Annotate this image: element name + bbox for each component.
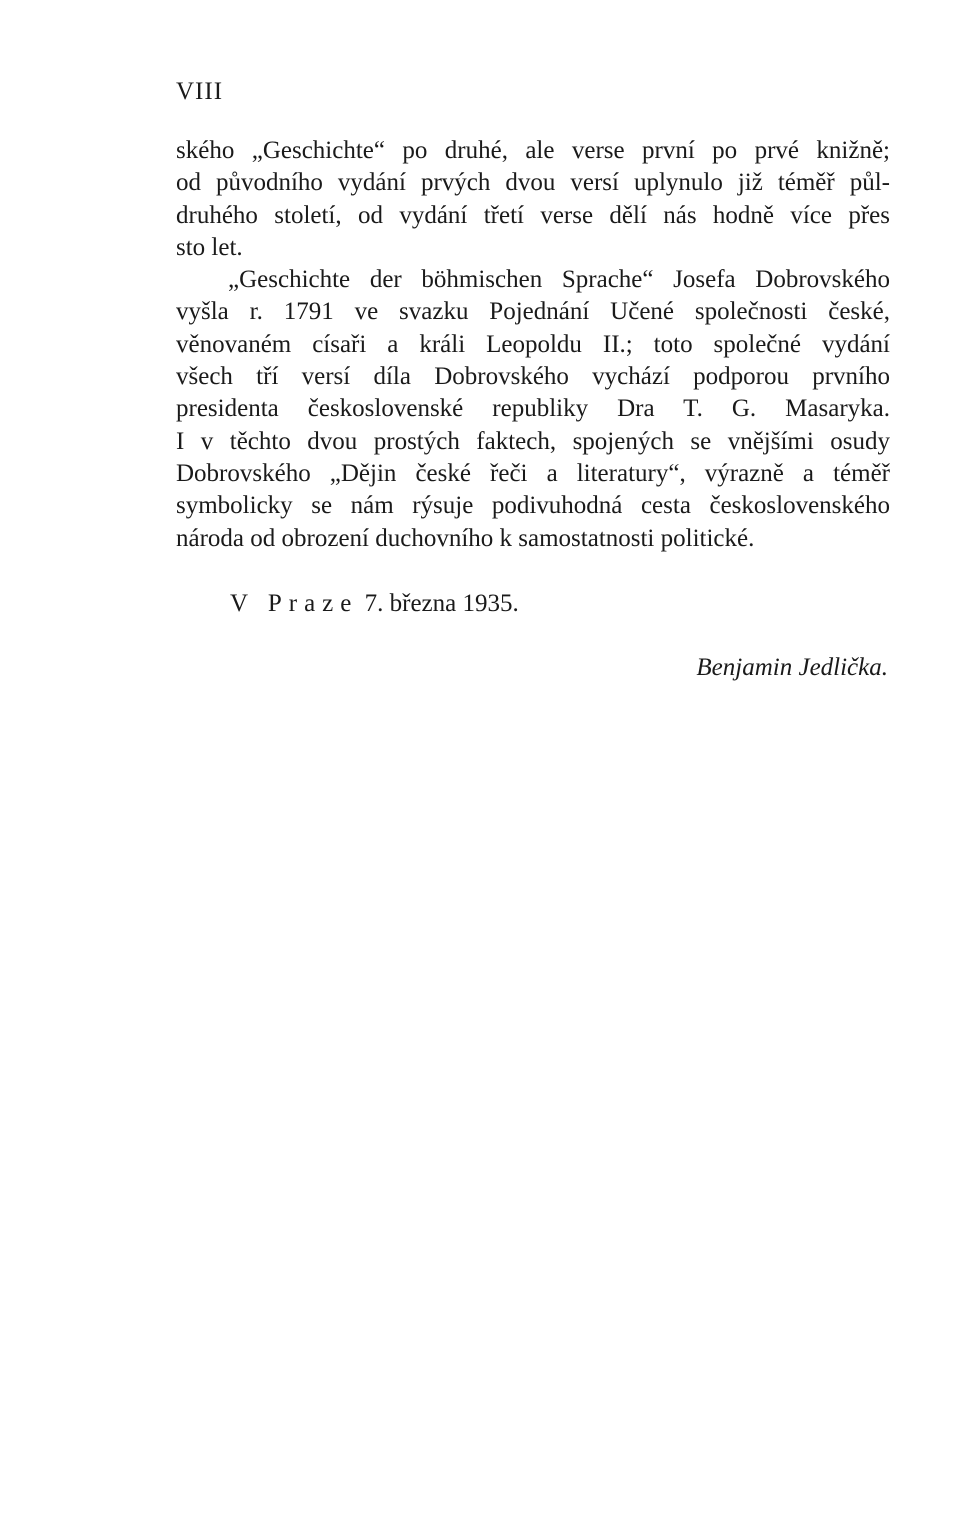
text-line: druhého století, od vydání třetí verse dělí nás hodně více přes: [176, 201, 890, 229]
text-line: vyšla r. 1791 ve svazku Pojednání Učené společnosti české,: [176, 298, 890, 326]
text-line: všech tří versí díla Dobrovského vychází podporou prvního: [176, 363, 890, 391]
text-line: „Geschichte der böhmischen Sprache“ Josefa Dobrovského: [228, 266, 890, 294]
signature: Benjamin Jedlička.: [696, 654, 888, 681]
text-line: od původního vydání prvých dvou versí uplynulo již téměř půl-: [176, 169, 890, 197]
text-line: sto let.: [176, 233, 243, 261]
text-line: symbolicky se nám rýsuje podivuhodná cesta československého: [176, 492, 890, 520]
text-line: národa od obrození duchovního k samostatnosti politické.: [176, 524, 755, 552]
dateline-city: V Praze: [230, 590, 359, 617]
dateline-date: 7. března 1935.: [364, 590, 519, 617]
text-line: Dobrovského „Dějin české řeči a literatury“, výrazně a téměř: [176, 459, 890, 487]
text-line: I v těchto dvou prostých faktech, spojených se vnějšími osudy: [176, 427, 890, 455]
page-number: VIII: [176, 78, 224, 105]
text-line: věnovaném císaři a králi Leopoldu II.; toto společné vydání: [176, 330, 890, 358]
text-line: ského „Geschichte“ po druhé, ale verse první po prvé knižně;: [176, 137, 890, 164]
dateline: [230, 590, 519, 618]
body-text: [176, 135, 890, 555]
text-line: presidenta československé republiky Dra T. G. Masaryka.: [176, 395, 890, 423]
